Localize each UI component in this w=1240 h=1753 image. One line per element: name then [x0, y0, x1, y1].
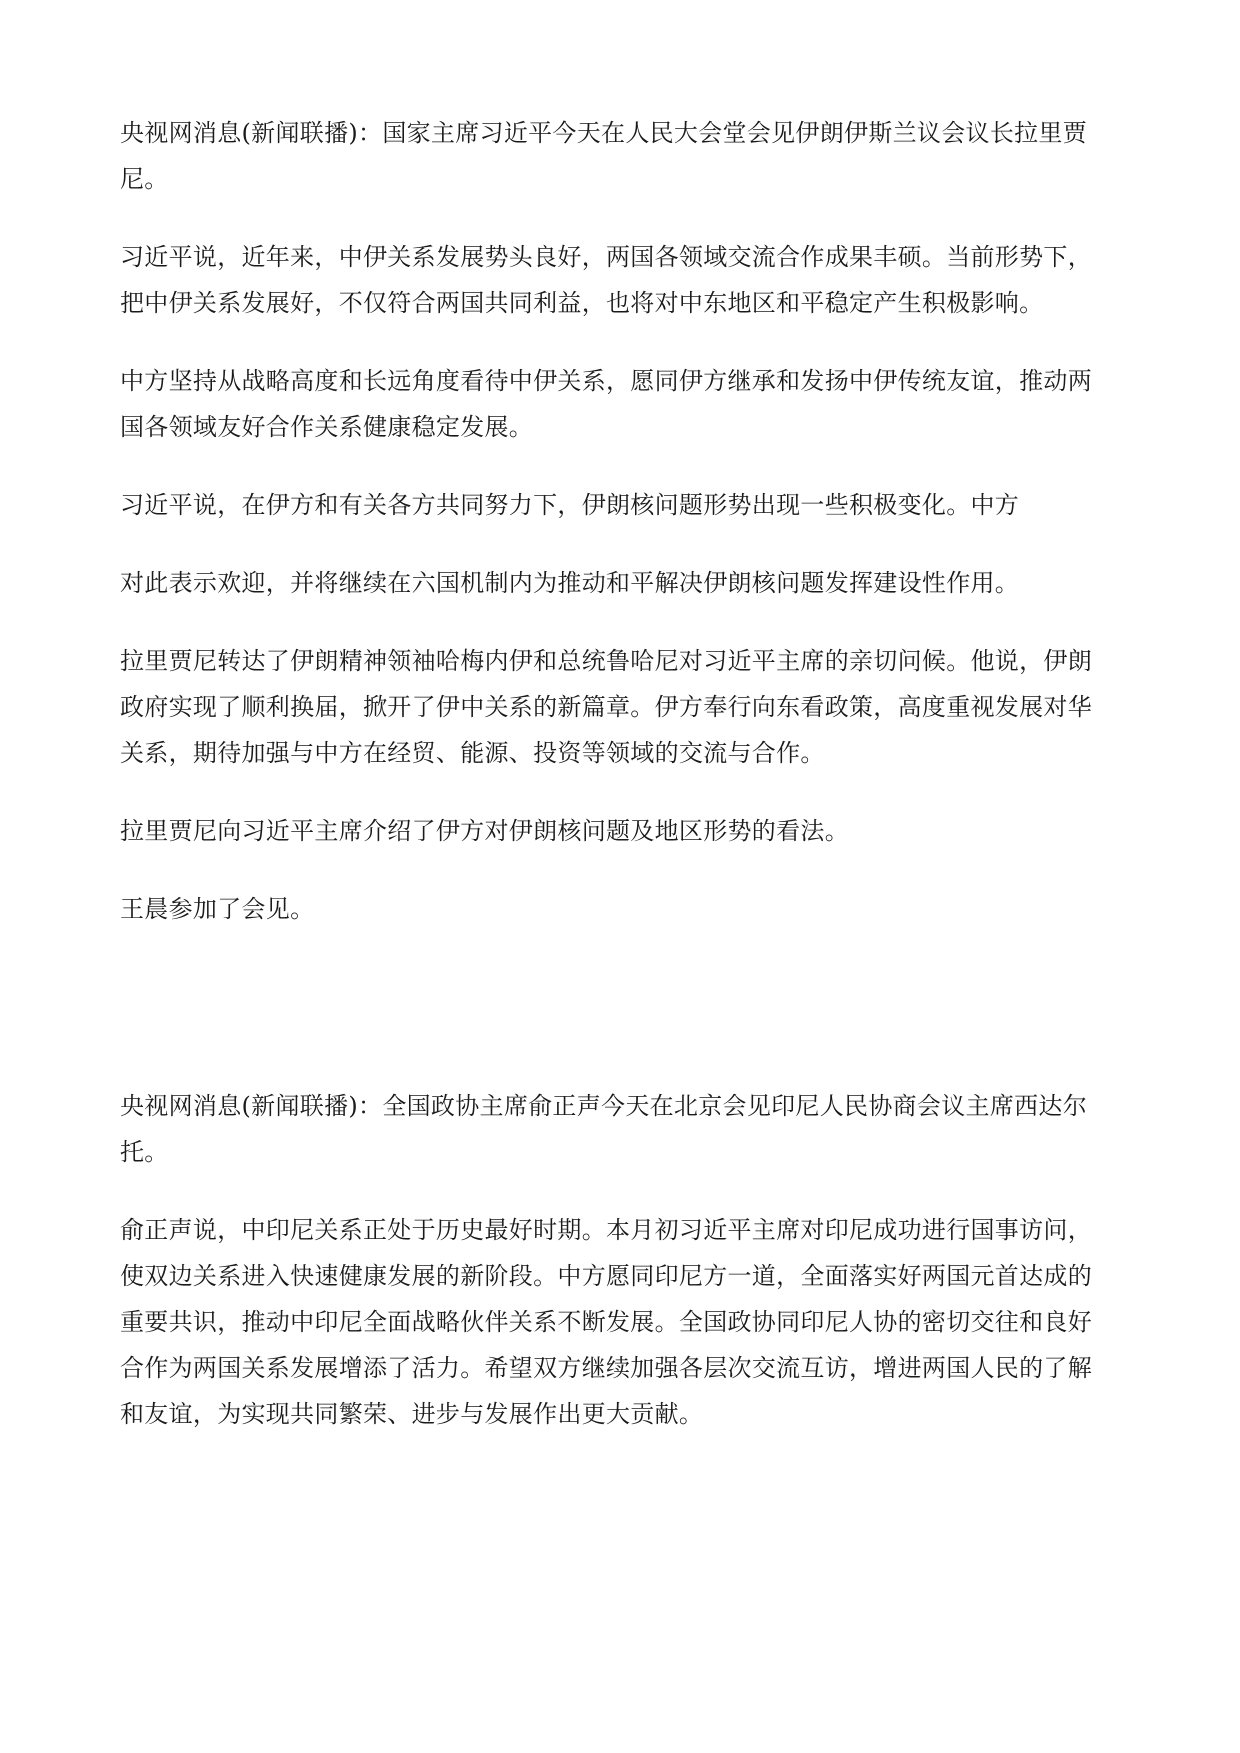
text-line: 重要共识，推动中印尼全面战略伙伴关系不断发展。全国政协同印尼人协的密切交往和良好 [120, 1308, 1092, 1336]
text-line: 拉里贾尼转达了伊朗精神领袖哈梅内伊和总统鲁哈尼对习近平主席的亲切问候。他说，伊朗 [120, 647, 1092, 675]
text-line: 习近平说，近年来，中伊关系发展势头良好，两国各领域交流合作成果丰硕。当前形势下， [120, 243, 1092, 271]
text-line: 合作为两国关系发展增添了活力。希望双方继续加强各层次交流互访，增进两国人民的了解 [120, 1354, 1092, 1382]
text-line: 托。 [120, 1138, 169, 1166]
paragraph [120, 1083, 1130, 1175]
text-line: 央视网消息(新闻联播)：全国政协主席俞正声今天在北京会见印尼人民协商会议主席西达尔 [120, 1092, 1088, 1120]
text-line: 国各领域友好合作关系健康稳定发展。 [120, 413, 534, 441]
paragraph [120, 110, 1130, 202]
text-line: 和友谊，为实现共同繁荣、进步与发展作出更大贡献。 [120, 1400, 704, 1428]
paragraph [120, 560, 1130, 606]
text-line: 政府实现了顺利换届，掀开了伊中关系的新篇章。伊方奉行向东看政策，高度重视发展对华 [120, 693, 1092, 721]
text-line: 使双边关系进入快速健康发展的新阶段。中方愿同印尼方一道，全面落实好两国元首达成的 [120, 1262, 1092, 1290]
paragraph [120, 482, 1130, 528]
text-line: 把中伊关系发展好，不仅符合两国共同利益，也将对中东地区和平稳定产生积极影响。 [120, 289, 1044, 317]
paragraph [120, 1207, 1130, 1437]
text-line: 尼。 [120, 165, 169, 193]
text-line: 习近平说，在伊方和有关各方共同努力下，伊朗核问题形势出现一些积极变化。中方 [120, 491, 1020, 519]
paragraph [120, 808, 1130, 854]
text-line: 中方坚持从战略高度和长远角度看待中伊关系，愿同伊方继承和发扬中伊传统友谊，推动两 [120, 367, 1092, 395]
text-line: 王晨参加了会见。 [120, 895, 315, 923]
text-line: 俞正声说，中印尼关系正处于历史最好时期。本月初习近平主席对印尼成功进行国事访问， [120, 1216, 1092, 1244]
text-line: 对此表示欢迎，并将继续在六国机制内为推动和平解决伊朗核问题发挥建设性作用。 [120, 569, 1020, 597]
text-line: 央视网消息(新闻联播)：国家主席习近平今天在人民大会堂会见伊朗伊斯兰议会议长拉里贾 [120, 119, 1088, 147]
text-line: 拉里贾尼向习近平主席介绍了伊方对伊朗核问题及地区形势的看法。 [120, 817, 849, 845]
paragraph [120, 886, 1130, 932]
paragraph [120, 234, 1130, 326]
paragraph [120, 638, 1130, 776]
paragraph [120, 358, 1130, 450]
text-line: 关系，期待加强与中方在经贸、能源、投资等领域的交流与合作。 [120, 739, 825, 767]
